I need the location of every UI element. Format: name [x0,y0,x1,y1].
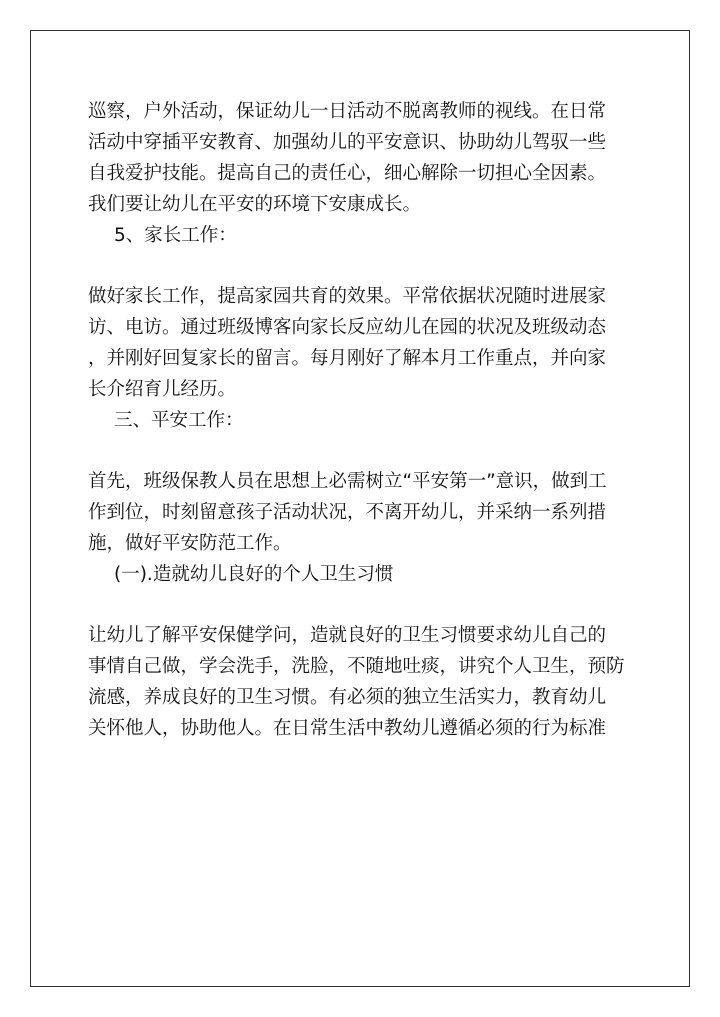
paragraph-safety-patrol [88,96,648,220]
text-line: 做好家长工作，提高家园共育的效果。平常依据状况随时进展家 [88,286,607,307]
text-line: 施，做好平安防范工作。 [88,533,292,554]
text-line: 让幼儿了解平安保健学问，造就良好的卫生习惯要求幼儿自己的 [88,625,607,646]
paragraph-parent-work [88,281,648,405]
paragraph-gap [88,590,648,620]
subsection-heading-hygiene: (一).造就幼儿良好的个人卫生习惯 [114,564,394,585]
text-line: ，并刚好回复家长的留言。每月刚好了解本月工作重点，并向家 [88,348,607,369]
text-line: 访、电访。通过班级博客向家长反应幼儿在园的状况及班级动态 [88,317,607,338]
paragraph-hygiene [88,620,648,744]
text-line: 事情自己做，学会洗手，洗脸，不随地吐痰，讲究个人卫生，预防 [88,656,625,677]
text-line: 流感，养成良好的卫生习惯。有必须的独立生活实力，教育幼儿 [88,687,607,708]
text-line: 活动中穿插平安教育、加强幼儿的平安意识、协助幼儿驾驭一些 [88,132,607,153]
paragraph-gap [88,436,648,466]
text-line: 作到位，时刻留意孩子活动状况，不离开幼儿，并采纳一系列措 [88,502,607,523]
document-body [88,96,648,744]
section-heading-safety-work: 三、平安工作： [114,410,244,431]
text-line: 长介绍育儿经历。 [88,379,237,400]
paragraph-safety-work [88,466,648,559]
text-line: 首先，班级保教人员在思想上必需树立“平安第一”意识，做到工 [88,471,607,492]
paragraph-gap [88,251,648,281]
text-line: 关怀他人，协助他人。在日常生活中教幼儿遵循必须的行为标准 [88,718,607,739]
section-heading-parent-work: 5、家长工作： [114,225,237,246]
text-line: 自我爱护技能。提高自己的责任心，细心解除一切担心全因素。 [88,163,607,184]
text-line: 我们要让幼儿在平安的环境下安康成长。 [88,194,422,215]
text-line: 巡察，户外活动，保证幼儿一日活动不脱离教师的视线。在日常 [88,101,607,122]
